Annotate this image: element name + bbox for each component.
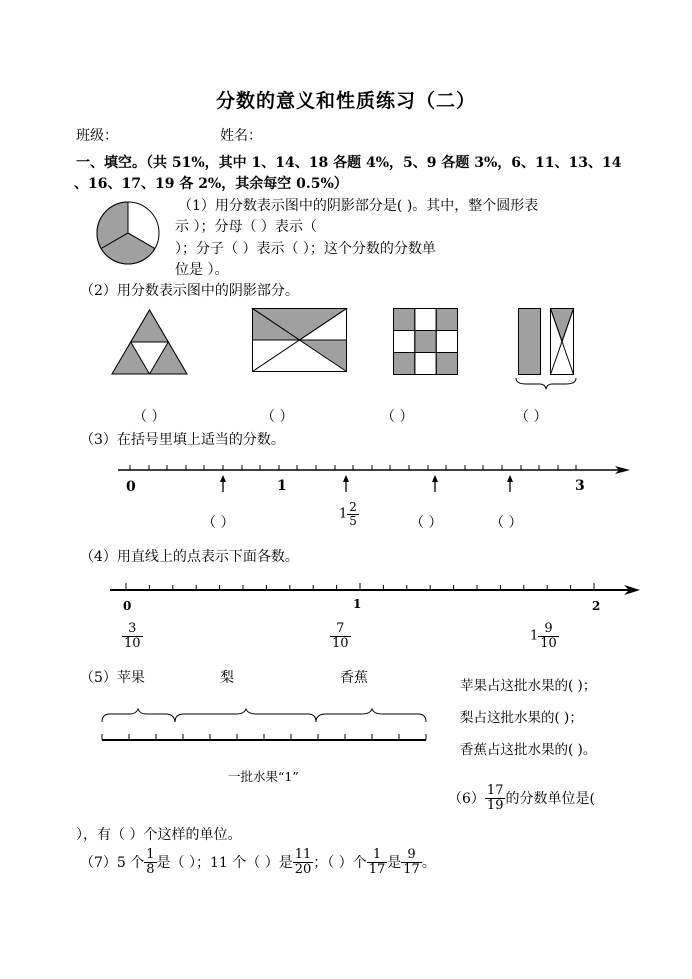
q4-text: （4）用直线上的点表示下面各数。 (80, 549, 299, 565)
q4-fraction-2: $\frac{7}{10}$ (332, 621, 349, 651)
q7-line: （7）5 个 $\frac{1}{8}$ 是（ ）；11 个（ ）是 $\frac{11}{20}$ ；（ ）个 $\frac{1}{17}$ 是 $\frac{9}{17}$ 。 (80, 847, 436, 877)
q3-label-1: 1 (277, 478, 287, 494)
arrow-marker (220, 475, 226, 492)
triangle-figure (112, 308, 188, 376)
section-note-line1: （共 51%，其中 1、14、18 各题 4%，5、9 各题 3%，6、11、13、14 (146, 155, 622, 171)
q4-label-2: 2 (592, 599, 601, 613)
section-heading (76, 152, 622, 172)
q5-answer-apple[interactable]: 苹果占这批水果的( )； (460, 678, 597, 694)
brace-below (516, 378, 576, 389)
grid-cell-shaded (394, 309, 415, 331)
q5-caption: 一批水果“1” (228, 769, 299, 784)
q4-label-1: 1 (353, 597, 362, 611)
q1-line1: （1）用分数表示图中的阴影部分是( )。其中，整个圆形表 (178, 198, 539, 214)
brace-apple (102, 709, 175, 722)
q4-fraction-3: 1 $\frac{9}{10}$ (530, 621, 557, 651)
grid-cell-shaded (394, 353, 415, 375)
name-label: 姓名： (220, 128, 262, 144)
rectangle-figure (252, 308, 348, 374)
page-title: 分数的意义和性质练习（二） (215, 90, 476, 112)
q3-mixed-number (339, 501, 359, 527)
mixed-fraction: $\frac{2}{5}$ (349, 500, 357, 528)
q1-line3: ）；分子（ ）表示（ ）；这个分数的分数单 (175, 241, 436, 257)
arrow-marker (507, 475, 513, 492)
arrow-marker (432, 475, 438, 492)
grid-cell-shaded (436, 309, 457, 331)
q5-answer-pear[interactable]: 梨占这批水果的( )； (460, 710, 583, 726)
q3-label-0: 0 (126, 479, 136, 495)
q6-line1: （6） $\frac{17}{19}$ 的分数单位是( (448, 783, 595, 813)
q2-blank-4[interactable]: （ ） (515, 409, 548, 425)
mixed-whole: 1 (339, 506, 348, 522)
two-rectangles-figure (514, 308, 578, 392)
arrow-marker (343, 475, 349, 492)
grid-cell-shaded (415, 331, 436, 353)
class-label: 班级： (76, 128, 118, 144)
section-title: 一、填空。 (76, 155, 146, 171)
number-line-q4 (108, 580, 643, 600)
q3-label-3: 3 (575, 478, 585, 494)
triangle-shaded-top (131, 310, 169, 342)
q3-blank-3[interactable]: （ ） (490, 515, 523, 531)
q5-answer-banana[interactable]: 香蕉占这批水果的( )。 (460, 742, 597, 758)
q4-fraction-1: $\frac{3}{10}$ (124, 621, 141, 651)
q2-blank-1[interactable]: （ ） (133, 409, 166, 425)
number-line-q3 (115, 460, 635, 500)
q1-line4: 位是 ）。 (175, 262, 229, 278)
q2-blank-2[interactable]: （ ） (261, 409, 294, 425)
left-rectangle-shaded (519, 309, 541, 375)
q3-blank-2[interactable]: （ ） (410, 515, 443, 531)
brace-banana (316, 709, 426, 722)
fruit-segment-figure (100, 708, 432, 758)
q4-label-0: 0 (123, 599, 132, 613)
q5-text: （5）苹果 (80, 670, 145, 686)
section-note-line2: 、16、17、19 各 2%，其余每空 0.5%） (74, 176, 348, 192)
grid-cell-shaded (436, 353, 457, 375)
brace-pear (175, 709, 316, 722)
circle-figure (96, 199, 162, 267)
q5-banana: 香蕉 (340, 670, 368, 686)
q6-line2: ），有（ ）个这样的单位。 (76, 827, 242, 843)
q2-text: （2）用分数表示图中的阴影部分。 (80, 283, 299, 299)
q3-blank-1[interactable]: （ ） (202, 515, 235, 531)
q3-text: （3）在括号里填上适当的分数。 (80, 432, 285, 448)
q1-line2: 示 ）；分母（ ）表示（ (175, 219, 317, 235)
q5-pear: 梨 (220, 670, 234, 686)
q2-blank-3[interactable]: （ ） (381, 409, 414, 425)
grid-figure (393, 308, 459, 376)
